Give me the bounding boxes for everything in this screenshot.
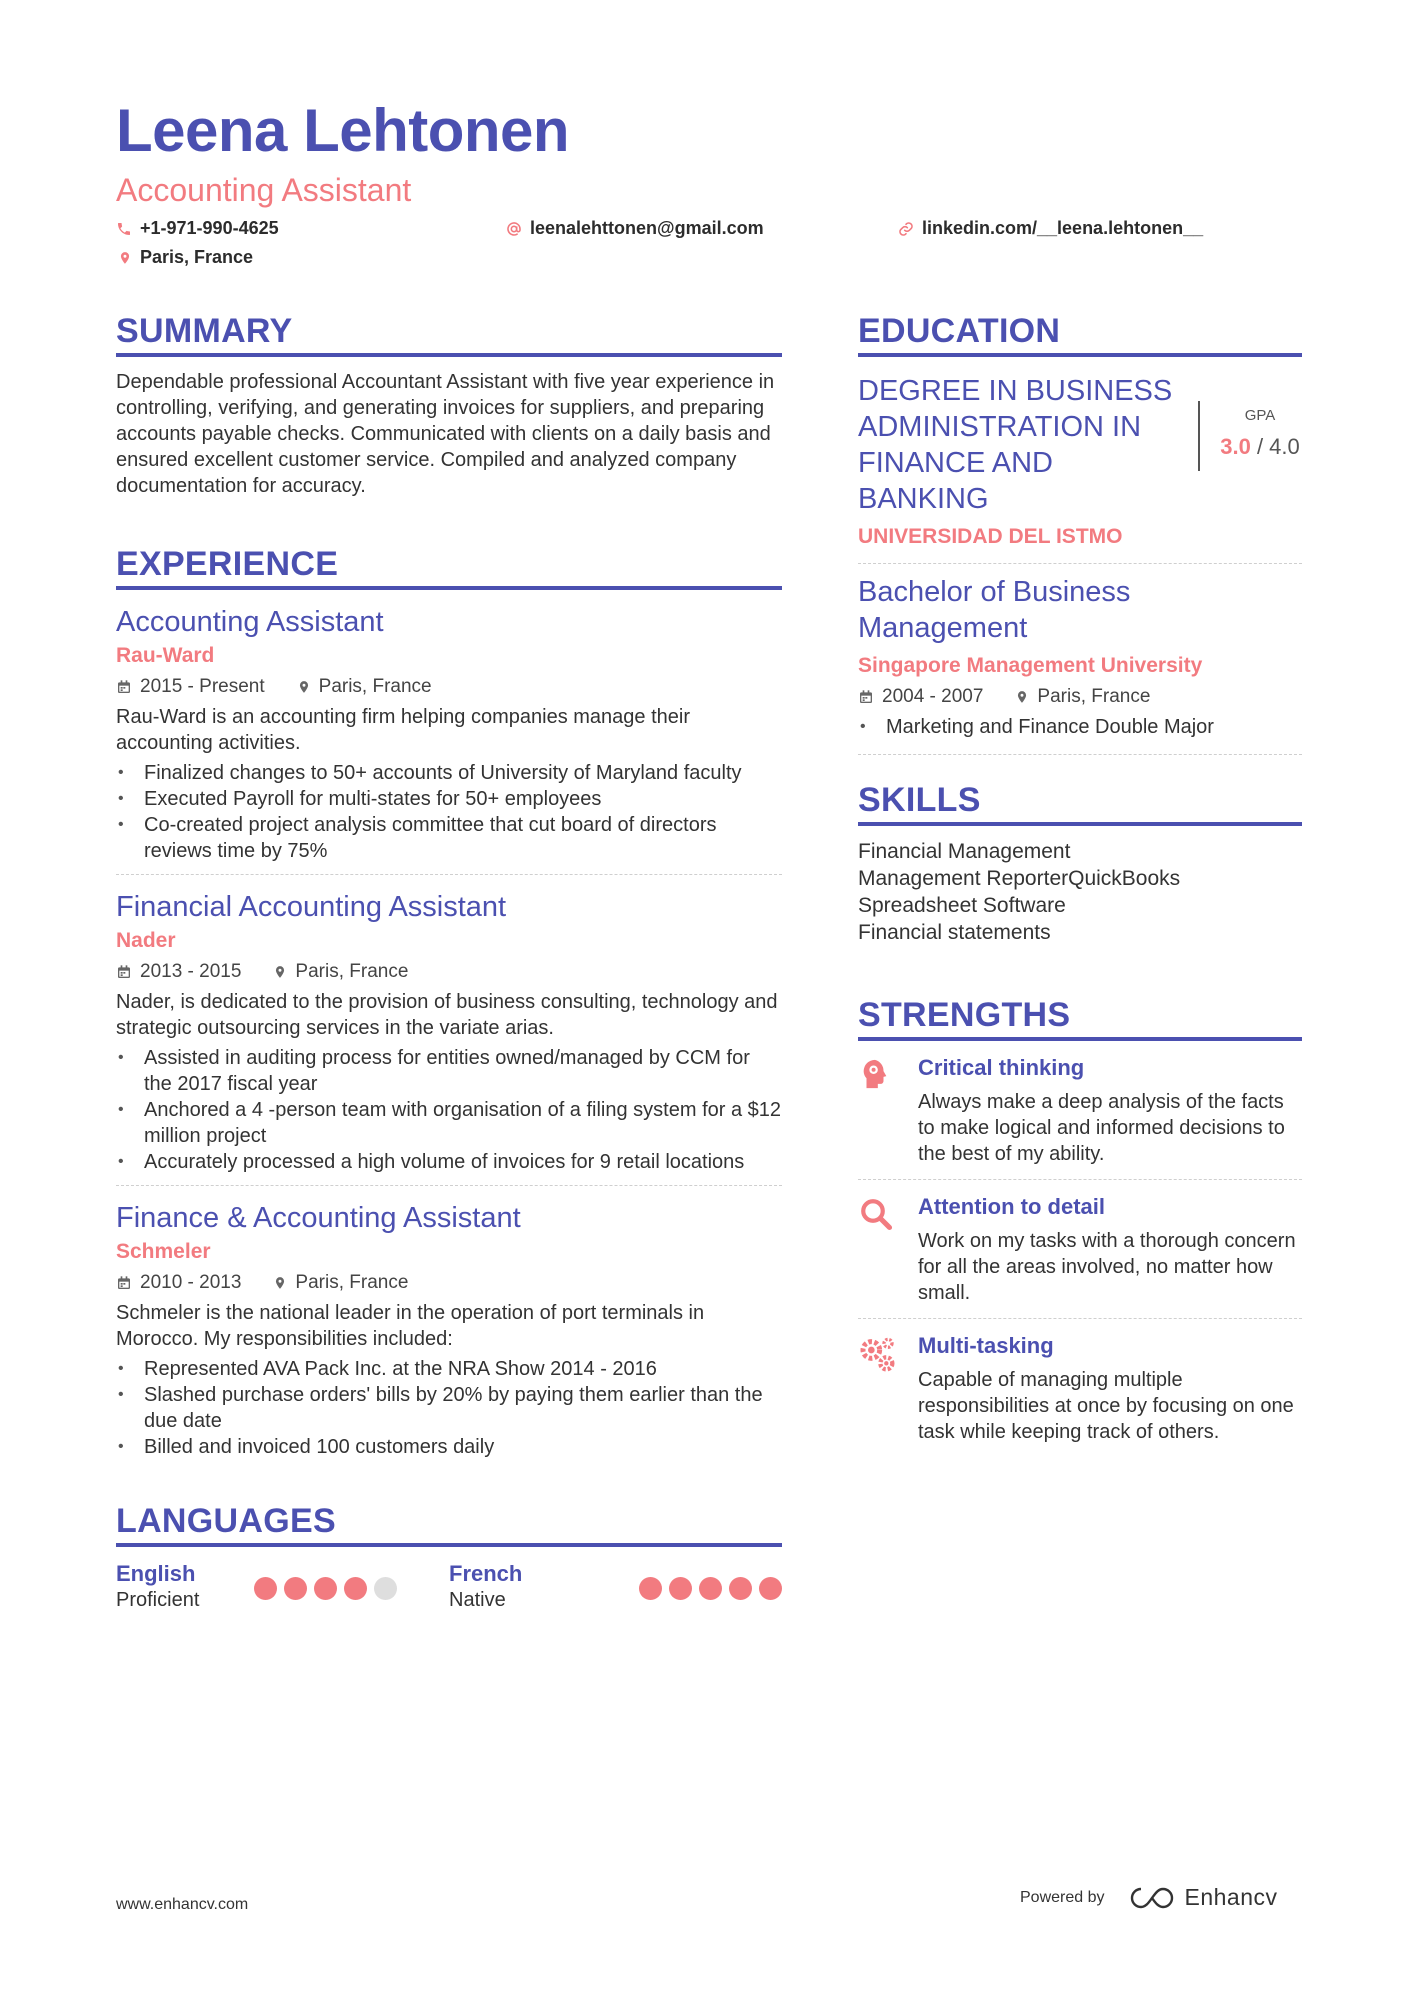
calendar-icon: [116, 1275, 132, 1291]
candidate-name: Leena Lehtonen: [116, 97, 570, 164]
footer-website[interactable]: www.enhancv.com: [116, 1896, 249, 1913]
gpa-value: [1218, 434, 1302, 460]
calendar-icon: [116, 679, 132, 695]
calendar-icon: [858, 689, 874, 705]
rating-dot: [284, 1577, 307, 1600]
experience-item: [116, 1200, 782, 1470]
skill-item: Spreadsheet Software: [858, 894, 1066, 917]
job-location: Paris, France: [295, 961, 409, 982]
job-meta: [116, 676, 782, 698]
job-company: Rau-Ward: [116, 644, 215, 667]
job-bullet: • Finalized changes to 50+ accounts of University of Maryland faculty: [116, 760, 782, 786]
summary-text: Dependable professional Accountant Assistant with five year experience in controlling, verifying, and generating invoices for suppliers, and preparing accounts payable checks. Communicated with clients on a daily basis and ensured excellent customer service. Compiled and analyzed company documentation for accuracy.: [116, 371, 775, 497]
phone-text: +1-971-990-4625: [140, 218, 279, 238]
education-item: [858, 357, 1302, 564]
rating-dot: [669, 1577, 692, 1600]
gpa-label: GPA: [1244, 407, 1276, 424]
education-heading: EDUCATION: [858, 312, 1302, 357]
contact-phone[interactable]: [116, 218, 279, 239]
candidate-title: Accounting Assistant: [116, 172, 412, 208]
education-degree: DEGREE IN BUSINESS ADMINISTRATION IN FINANCE AND BANKING: [858, 375, 1173, 515]
link-icon: [898, 221, 914, 237]
email-text: leenalehttonen@gmail.com: [530, 218, 764, 238]
rating-dot: [699, 1577, 722, 1600]
job-company: Nader: [116, 929, 176, 952]
gears-icon: [858, 1335, 898, 1375]
gpa-box: [1198, 401, 1302, 471]
job-bullet: • Executed Payroll for multi-states for 50+ employees: [116, 786, 782, 812]
magnifier-icon: [858, 1196, 894, 1232]
language-name: French: [449, 1561, 523, 1586]
job-meta: [116, 961, 782, 983]
job-bullets: [116, 1045, 782, 1175]
experience-heading: EXPERIENCE: [116, 545, 782, 590]
skills-heading: SKILLS: [858, 781, 1302, 826]
language-name: English: [116, 1561, 196, 1586]
left-column: [116, 312, 782, 1612]
gpa-score: 3.0: [1220, 434, 1251, 459]
education-degree: Bachelor of Business Management: [858, 576, 1131, 644]
rating-dot: [254, 1577, 277, 1600]
footer-branding: [1020, 1884, 1278, 1911]
job-bullet: • Assisted in auditing process for entities owned/managed by CCM for the 2017 fiscal year: [116, 1045, 782, 1097]
contact-linkedin[interactable]: [898, 218, 1203, 239]
job-bullet: • Co-created project analysis committee that cut board of directors reviews time by 75%: [116, 812, 782, 864]
strength-description: Always make a deep analysis of the facts to make logical and informed decisions to the best of my ability.: [918, 1091, 1285, 1165]
strength-item: [858, 1055, 1302, 1180]
language-level: Native: [449, 1589, 506, 1611]
language-rating: [639, 1577, 782, 1612]
job-title: Accounting Assistant: [116, 606, 384, 638]
job-description: Rau-Ward is an accounting firm helping companies manage their accounting activities.: [116, 706, 690, 754]
job-dates: 2010 - 2013: [140, 1272, 242, 1293]
rating-dot: [344, 1577, 367, 1600]
skill-item: Financial Management: [858, 840, 1071, 863]
skill-item: Financial statements: [858, 921, 1051, 944]
education-location: Paris, France: [1037, 686, 1151, 707]
rating-dot: [314, 1577, 337, 1600]
job-company: Schmeler: [116, 1240, 211, 1263]
education-dates: 2004 - 2007: [882, 686, 984, 707]
head-icon: [858, 1057, 892, 1091]
languages-list: [116, 1561, 782, 1612]
education-school: UNIVERSIDAD DEL ISTMO: [858, 525, 1123, 548]
job-description: Schmeler is the national leader in the operation of port terminals in Morocco. My responsibilities included:: [116, 1302, 705, 1350]
calendar-icon: [116, 964, 132, 980]
phone-icon: [116, 221, 132, 237]
rating-dot: [374, 1577, 397, 1600]
language-rating: [254, 1577, 397, 1612]
rating-dot: [759, 1577, 782, 1600]
job-location: Paris, France: [318, 676, 432, 697]
location-pin-icon: [118, 250, 132, 266]
job-dates: 2013 - 2015: [140, 961, 242, 982]
experience-item: [116, 604, 782, 875]
job-bullet: • Accurately processed a high volume of invoices for 9 retail locations: [116, 1149, 782, 1175]
strength-title: Multi-tasking: [918, 1333, 1054, 1358]
job-title: Finance & Accounting Assistant: [116, 1202, 521, 1234]
location-pin-icon: [297, 679, 311, 695]
job-bullet: • Represented AVA Pack Inc. at the NRA Show 2014 - 2016: [116, 1356, 782, 1382]
at-icon: [506, 221, 522, 237]
strengths-heading: STRENGTHS: [858, 996, 1302, 1041]
languages-heading: LANGUAGES: [116, 1502, 782, 1547]
summary-heading: SUMMARY: [116, 312, 782, 357]
powered-by-text: Powered by: [1020, 1888, 1105, 1906]
rating-dot: [729, 1577, 752, 1600]
education-school: Singapore Management University: [858, 654, 1203, 677]
right-column: [858, 312, 1302, 1457]
job-bullets: [116, 1356, 782, 1460]
enhancv-logo[interactable]: [1129, 1884, 1278, 1911]
strengths-list: [858, 1055, 1302, 1457]
language-item: [116, 1561, 449, 1612]
location-pin-icon: [1015, 689, 1029, 705]
contact-email[interactable]: [506, 218, 764, 239]
job-description: Nader, is dedicated to the provision of business consulting, technology and strategic outsourcing services in the variate arias.: [116, 991, 778, 1039]
strength-item: [858, 1333, 1302, 1457]
experience-item: [116, 889, 782, 1186]
education-bullets: [858, 714, 1302, 740]
skill-item: Management ReporterQuickBooks: [858, 867, 1181, 890]
job-dates: 2015 - Present: [140, 676, 265, 697]
language-level: Proficient: [116, 1589, 200, 1611]
location-pin-icon: [273, 964, 287, 980]
location-text: Paris, France: [140, 247, 254, 267]
strength-title: Attention to detail: [918, 1194, 1105, 1219]
location-pin-icon: [273, 1275, 287, 1291]
job-title: Financial Accounting Assistant: [116, 891, 507, 923]
linkedin-text: linkedin.com/__leena.lehtonen__: [922, 218, 1204, 238]
education-item: [858, 574, 1302, 755]
job-bullet: • Billed and invoiced 100 customers daily: [116, 1434, 782, 1460]
strength-title: Critical thinking: [918, 1055, 1085, 1080]
strength-item: [858, 1194, 1302, 1319]
skills-list: [858, 838, 1302, 946]
strength-description: Work on my tasks with a thorough concern for all the areas involved, no matter how small.: [918, 1230, 1296, 1304]
job-meta: [116, 1272, 782, 1294]
job-bullets: [116, 760, 782, 864]
strength-description: Capable of managing multiple responsibilities at once by focusing on one task while keeping track of others.: [918, 1369, 1294, 1443]
job-bullet: • Anchored a 4 -person team with organisation of a filing system for a $12 million project: [116, 1097, 782, 1149]
language-item: [449, 1561, 782, 1612]
gpa-max: / 4.0: [1256, 434, 1300, 459]
brand-name: Enhancv: [1184, 1884, 1278, 1910]
education-meta: [858, 686, 1302, 708]
job-location: Paris, France: [295, 1272, 409, 1293]
rating-dot: [639, 1577, 662, 1600]
enhancv-logo-icon: [1129, 1885, 1175, 1911]
education-bullet: • Marketing and Finance Double Major: [858, 714, 1302, 740]
job-bullet: • Slashed purchase orders' bills by 20% by paying them earlier than the due date: [116, 1382, 782, 1434]
contact-location: [118, 247, 253, 268]
experience-list: [116, 604, 782, 1470]
